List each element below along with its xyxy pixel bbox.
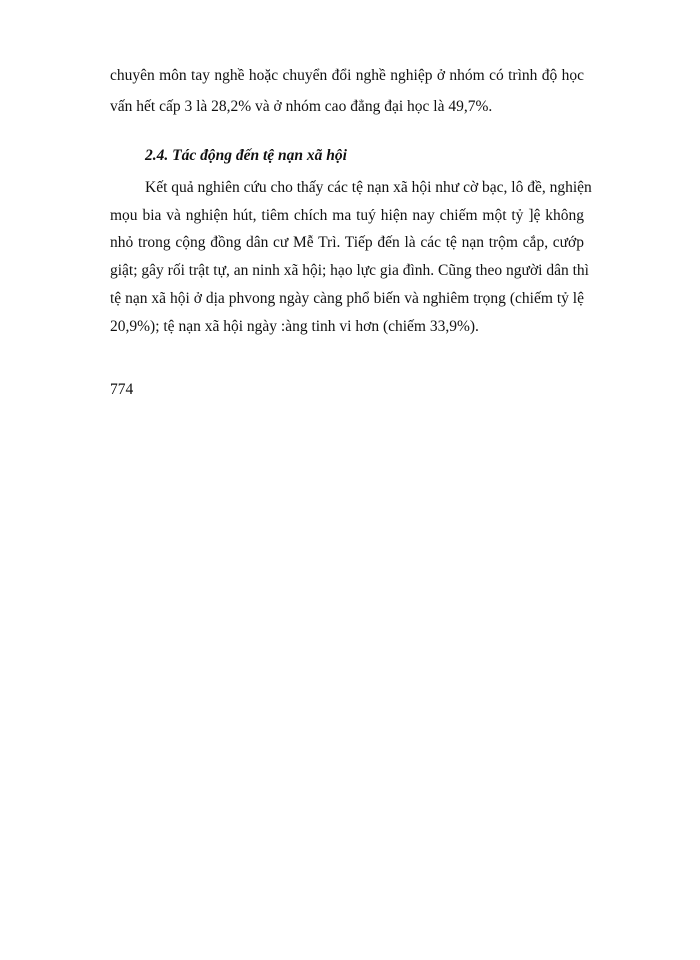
- paragraph-line: vấn hết cấp 3 là 28,2% và ở nhóm cao đẳng đại học là 49,7%.: [110, 98, 493, 115]
- paragraph-line: chuyên môn tay nghề hoặc chuyển đổi nghề nghiệp ở nhóm có trình độ học: [110, 67, 584, 84]
- paragraph-line: tệ nạn xã hội ở dịa phvong ngày càng phổ biến và nghiêm trọng (chiếm tỷ lệ: [110, 290, 584, 307]
- paragraph-line: 20,9%); tệ nạn xã hội ngày :àng tinh vi hơn (chiếm 33,9%).: [110, 318, 479, 335]
- paragraph-line: nhỏ trong cộng đồng dân cư Mễ Trì. Tiếp đến là các tệ nạn trộm cắp, cướp: [110, 234, 584, 251]
- page-number: 774: [110, 381, 134, 398]
- paragraph-line: Kết quả nghiên cứu cho thấy các tệ nạn xã hội như cờ bạc, lô đề, nghiện: [145, 179, 592, 196]
- paragraph-line: mọu bia và nghiện hút, tiêm chích ma tuý hiện nay chiếm một tỷ ]ệ không: [110, 207, 584, 224]
- paragraph-line: giật; gây rối trật tự, an ninh xã hội; hạo lực gia đình. Cũng theo người dân thì: [110, 262, 589, 279]
- section-heading: 2.4. Tác động đến tệ nạn xã hội: [145, 147, 347, 164]
